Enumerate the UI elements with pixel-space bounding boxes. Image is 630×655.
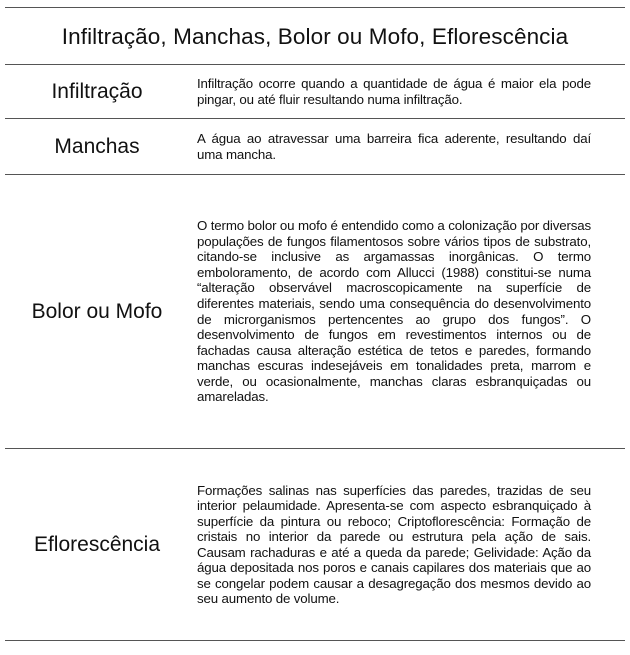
description-infiltracao: Infiltração ocorre quando a quantidade de água é maior ela pode pingar, ou até fluir resultando numa infiltração. (197, 76, 591, 107)
term-infiltracao: Infiltração (51, 79, 143, 103)
table-row-manchas (5, 119, 625, 175)
term-manchas: Manchas (54, 134, 140, 158)
description-eflorescencia: Formações salinas nas superfícies das paredes, trazidas de seu interior pelaumidade. Apresenta-se com aspecto esbranquiçado à superfície da pintura ou reboco; Criptoflorescência: Formação de cristais no interior da parede ou estrutura pela ação de sais. Causam rachaduras e até a queda da parede; Gelividade: Ação da água depositada nos poros e canais capilares dos materiais que ao se congelar podem causar a desagregação dos mesmos devido ao seu aumento de volume. (197, 482, 591, 606)
term-bolor-ou-mofo: Bolor ou Mofo (31, 299, 163, 323)
table-row-infiltracao (5, 65, 625, 119)
table-title-row (5, 7, 625, 65)
description-manchas: A água ao atravessar uma barreira fica aderente, resultando daí uma mancha. (197, 131, 591, 162)
term-eflorescencia: Eflorescência (33, 532, 161, 556)
description-bolor-ou-mofo: O termo bolor ou mofo é entendido como a colonização por diversas populações de fungos filamentosos sobre vários tipos de substrato, citando-se inclusive as argamassas inorgânicas. O termo emboloramento, de acordo com Allucci (1988) constitui-se numa “alteração observável macroscopicamente na superfície de diferentes materiais, sendo uma consequência do desenvolvimento de microrganismos pertencentes ao grupo dos fungos”. O desenvolvimento de fungos em revestimentos internos ou de fachadas causa alteração estética de tetos e paredes, formando manchas escuras indesejáveis em tonalidades preta, marrom e verde, ou ocasionalmente, manchas claras esbranquiçadas ou amareladas. (197, 217, 591, 405)
table-row-eflorescencia (5, 449, 625, 641)
table-row-bolor-ou-mofo (5, 175, 625, 449)
table-title: Infiltração, Manchas, Bolor ou Mofo, Eflorescência (61, 24, 569, 49)
definitions-table (5, 7, 625, 641)
